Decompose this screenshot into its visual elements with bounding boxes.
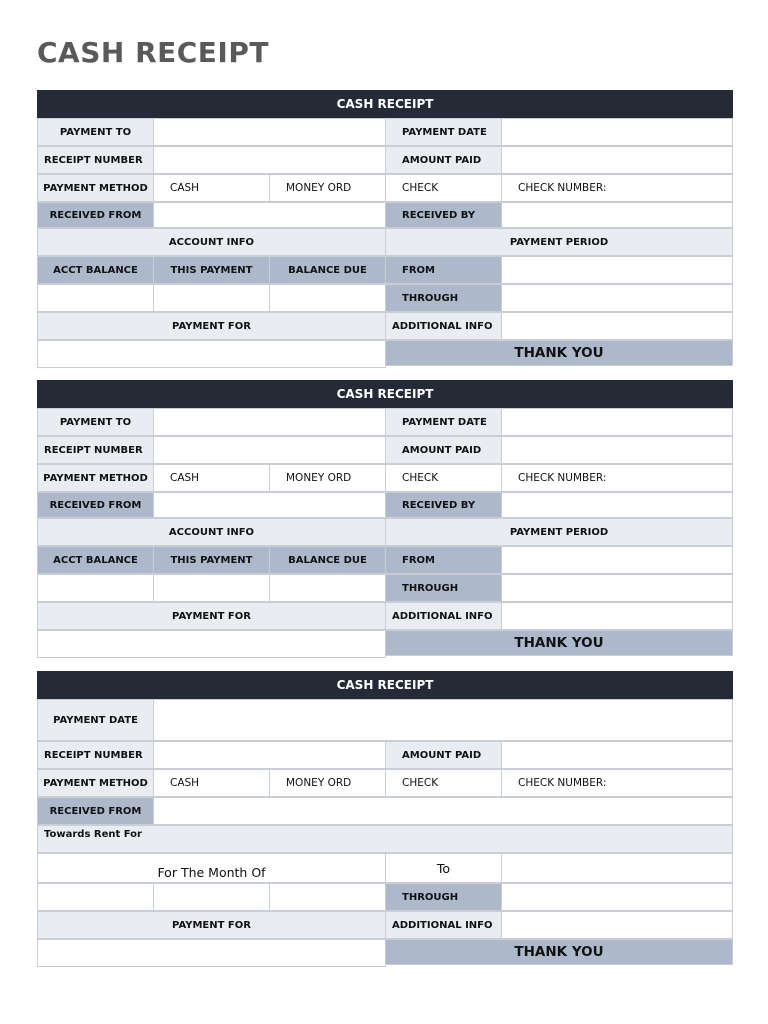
thank-you-note: THANK YOU xyxy=(385,939,733,965)
payment-period-header: PAYMENT PERIOD xyxy=(385,518,733,546)
receipt-banner: CASH RECEIPT xyxy=(37,671,733,699)
additional-info-field[interactable] xyxy=(501,312,733,340)
through-field[interactable] xyxy=(501,883,733,911)
receipt-form-2 xyxy=(37,380,733,658)
acct-balance-field[interactable] xyxy=(37,284,154,312)
amount-paid-label: AMOUNT PAID xyxy=(385,436,502,464)
rent-field-2[interactable] xyxy=(153,883,270,911)
from-label: FROM xyxy=(385,546,502,574)
received-by-label: RECEIVED BY xyxy=(385,202,502,228)
amount-paid-field[interactable] xyxy=(501,146,733,174)
cash-option[interactable]: CASH xyxy=(153,769,270,797)
from-field[interactable] xyxy=(501,256,733,284)
payment-date-field[interactable] xyxy=(501,118,733,146)
thank-you-note: THANK YOU xyxy=(385,630,733,656)
payment-for-label: PAYMENT FOR xyxy=(37,911,386,939)
additional-info-label: ADDITIONAL INFO xyxy=(385,911,502,939)
received-from-label: RECEIVED FROM xyxy=(37,797,154,825)
additional-info-field[interactable] xyxy=(501,602,733,630)
through-label: THROUGH xyxy=(385,574,502,602)
from-label: FROM xyxy=(385,256,502,284)
through-field[interactable] xyxy=(501,284,733,312)
payment-for-field[interactable] xyxy=(37,630,386,658)
payment-method-label: PAYMENT METHOD xyxy=(37,174,154,202)
payment-date-label: PAYMENT DATE xyxy=(37,699,154,741)
receipt-number-label: RECEIPT NUMBER xyxy=(37,436,154,464)
check-option[interactable]: CHECK xyxy=(385,174,502,202)
receipt-number-label: RECEIPT NUMBER xyxy=(37,146,154,174)
money-order-option[interactable]: MONEY ORD xyxy=(269,174,386,202)
receipt-number-field[interactable] xyxy=(153,436,386,464)
payment-to-field[interactable] xyxy=(153,118,386,146)
from-field[interactable] xyxy=(501,546,733,574)
receipt-banner: CASH RECEIPT xyxy=(37,380,733,408)
receipt-number-field[interactable] xyxy=(153,741,386,769)
money-order-option[interactable]: MONEY ORD xyxy=(269,464,386,492)
payment-for-label: PAYMENT FOR xyxy=(37,602,386,630)
balance-due-label: BALANCE DUE xyxy=(269,546,386,574)
payment-method-label: PAYMENT METHOD xyxy=(37,464,154,492)
received-by-field[interactable] xyxy=(501,492,733,518)
check-number-field[interactable]: CHECK NUMBER: xyxy=(501,464,733,492)
amount-paid-field[interactable] xyxy=(501,436,733,464)
towards-rent-label: Towards Rent For xyxy=(37,825,733,853)
additional-info-field[interactable] xyxy=(501,911,733,939)
this-payment-label: THIS PAYMENT xyxy=(153,256,270,284)
payment-to-field[interactable] xyxy=(153,408,386,436)
payment-date-label: PAYMENT DATE xyxy=(385,408,502,436)
payment-method-label: PAYMENT METHOD xyxy=(37,769,154,797)
rent-field-3[interactable] xyxy=(269,883,386,911)
payment-for-field[interactable] xyxy=(37,340,386,368)
receipt-form-1 xyxy=(37,90,733,368)
amount-paid-field[interactable] xyxy=(501,741,733,769)
acct-balance-label: ACCT BALANCE xyxy=(37,546,154,574)
received-by-field[interactable] xyxy=(501,202,733,228)
receipt-banner: CASH RECEIPT xyxy=(37,90,733,118)
payment-date-field[interactable] xyxy=(153,699,733,741)
cash-option[interactable]: CASH xyxy=(153,174,270,202)
received-by-label: RECEIVED BY xyxy=(385,492,502,518)
balance-due-label: BALANCE DUE xyxy=(269,256,386,284)
this-payment-field[interactable] xyxy=(153,284,270,312)
account-info-header: ACCOUNT INFO xyxy=(37,228,386,256)
check-number-field[interactable]: CHECK NUMBER: xyxy=(501,174,733,202)
amount-paid-label: AMOUNT PAID xyxy=(385,146,502,174)
payment-for-label: PAYMENT FOR xyxy=(37,312,386,340)
balance-due-field[interactable] xyxy=(269,284,386,312)
thank-you-note: THANK YOU xyxy=(385,340,733,366)
through-field[interactable] xyxy=(501,574,733,602)
received-from-field[interactable] xyxy=(153,202,386,228)
received-from-label: RECEIVED FROM xyxy=(37,202,154,228)
acct-balance-label: ACCT BALANCE xyxy=(37,256,154,284)
additional-info-label: ADDITIONAL INFO xyxy=(385,312,502,340)
received-from-field[interactable] xyxy=(153,492,386,518)
page-title: CASH RECEIPT xyxy=(37,36,269,69)
balance-due-field[interactable] xyxy=(269,574,386,602)
rent-field-1[interactable] xyxy=(37,883,154,911)
check-option[interactable]: CHECK xyxy=(385,464,502,492)
payment-to-label: PAYMENT TO xyxy=(37,118,154,146)
to-label: To xyxy=(385,853,502,883)
this-payment-field[interactable] xyxy=(153,574,270,602)
payment-date-label: PAYMENT DATE xyxy=(385,118,502,146)
check-option[interactable]: CHECK xyxy=(385,769,502,797)
through-label: THROUGH xyxy=(385,883,502,911)
receipt-number-label: RECEIPT NUMBER xyxy=(37,741,154,769)
through-label: THROUGH xyxy=(385,284,502,312)
payment-period-header: PAYMENT PERIOD xyxy=(385,228,733,256)
check-number-field[interactable]: CHECK NUMBER: xyxy=(501,769,733,797)
payment-date-field[interactable] xyxy=(501,408,733,436)
acct-balance-field[interactable] xyxy=(37,574,154,602)
this-payment-label: THIS PAYMENT xyxy=(153,546,270,574)
payment-for-field[interactable] xyxy=(37,939,386,967)
account-info-header: ACCOUNT INFO xyxy=(37,518,386,546)
month-of-label: For The Month Of xyxy=(37,853,386,883)
additional-info-label: ADDITIONAL INFO xyxy=(385,602,502,630)
received-from-label: RECEIVED FROM xyxy=(37,492,154,518)
received-from-field[interactable] xyxy=(153,797,733,825)
receipt-form-3 xyxy=(37,671,733,968)
amount-paid-label: AMOUNT PAID xyxy=(385,741,502,769)
cash-option[interactable]: CASH xyxy=(153,464,270,492)
money-order-option[interactable]: MONEY ORD xyxy=(269,769,386,797)
receipt-number-field[interactable] xyxy=(153,146,386,174)
payment-to-label: PAYMENT TO xyxy=(37,408,154,436)
to-field[interactable] xyxy=(501,853,733,883)
